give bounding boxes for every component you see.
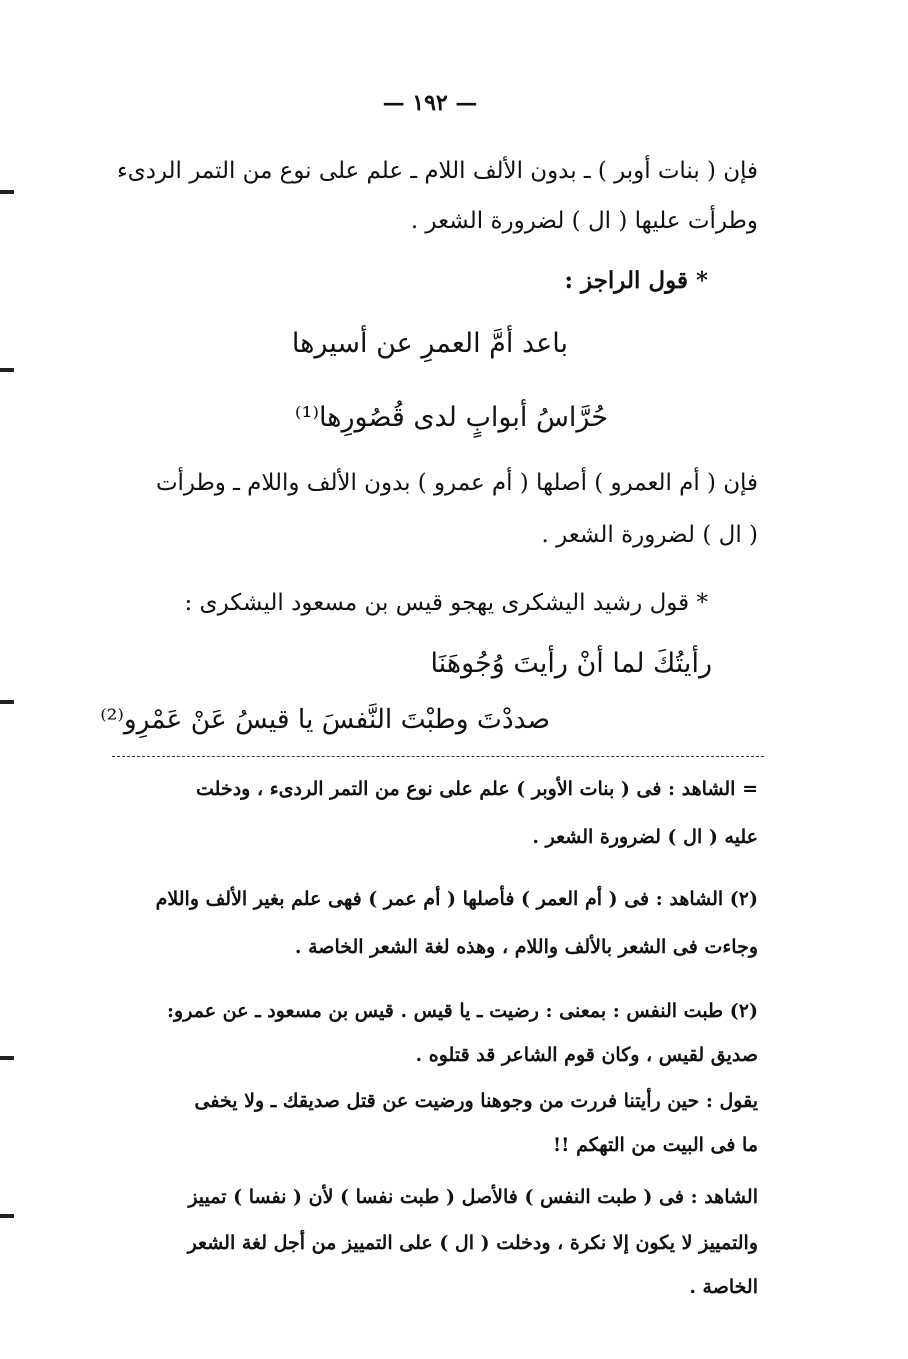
body-line: فإن ( أم العمرو ) أصلها ( أم عمرو ) بدون الألف واللام ـ وطرأت	[155, 470, 758, 496]
footnote-line: ما فى البيت من التهكم !!	[552, 1134, 758, 1156]
body-line: وطرأت عليها ( ال ) لضرورة الشعر .	[410, 208, 758, 234]
footnote-line: والتمييز لا يكون إلا نكرة ، ودخلت ( ال ) على التمييز من أجل لغة الشعر	[187, 1232, 758, 1254]
edge-mark	[0, 190, 14, 194]
verse-hemistich: باعد أمَّ العمرِ عن أسيرها	[291, 328, 568, 359]
quote-intro: * قول رشيد اليشكرى يهجو قيس بن مسعود اليشكرى :	[184, 590, 708, 616]
verse-hemistich: رأيتُكَ لما أنْ رأيتَ وُجُوهَنَا	[430, 648, 712, 679]
verse-hemistich: صددْتَ وطبْتَ النَّفسَ يا قيسُ عَنْ عَمْرِو⁽²⁾	[100, 704, 550, 735]
footnote-line: الخاصة .	[689, 1276, 758, 1298]
edge-mark	[0, 1056, 14, 1060]
footnote-line: يقول : حين رأيتنا فررت من وجوهنا ورضيت عن قتل صديقك ـ ولا يخفى	[194, 1090, 758, 1112]
footnote-line: صديق لقيس ، وكان قوم الشاعر قد قتلوه .	[415, 1044, 758, 1066]
edge-mark	[0, 1214, 14, 1218]
footnote-line: (٢) الشاهد : فى ( أم العمر ) فأصلها ( أم عمر ) فهى علم بغير الألف واللام	[155, 888, 758, 910]
footnote-line: = الشاهد : فى ( بنات الأوبر ) علم على نوع من التمر الردىء ، ودخلت	[196, 778, 758, 800]
footnote-line: (٢) طبت النفس : بمعنى : رضيت ـ يا قيس . قيس بن مسعود ـ عن عمرو:	[167, 1000, 758, 1022]
page-number: — ١٩٢ —	[382, 90, 478, 116]
footnote-separator	[112, 756, 764, 757]
edge-mark	[0, 700, 14, 704]
footnote-line: وجاءت فى الشعر بالألف واللام ، وهذه لغة الشعر الخاصة .	[294, 936, 758, 958]
verse-hemistich: حُرَّاسُ أبوابٍ لدى قُصُورِها⁽¹⁾	[294, 402, 608, 433]
edge-mark	[0, 368, 14, 372]
footnote-line: عليه ( ال ) لضرورة الشعر .	[532, 826, 758, 848]
body-line: ( ال ) لضرورة الشعر .	[541, 522, 758, 548]
footnote-line: الشاهد : فى ( طبت النفس ) فالأصل ( طبت نفسا ) لأن ( نفسا ) تمييز	[188, 1186, 758, 1208]
quote-intro: * قول الراجز :	[564, 267, 708, 294]
body-line: فإن ( بنات أوبر ) ـ بدون الألف اللام ـ علم على نوع من التمر الردىء	[116, 158, 758, 184]
